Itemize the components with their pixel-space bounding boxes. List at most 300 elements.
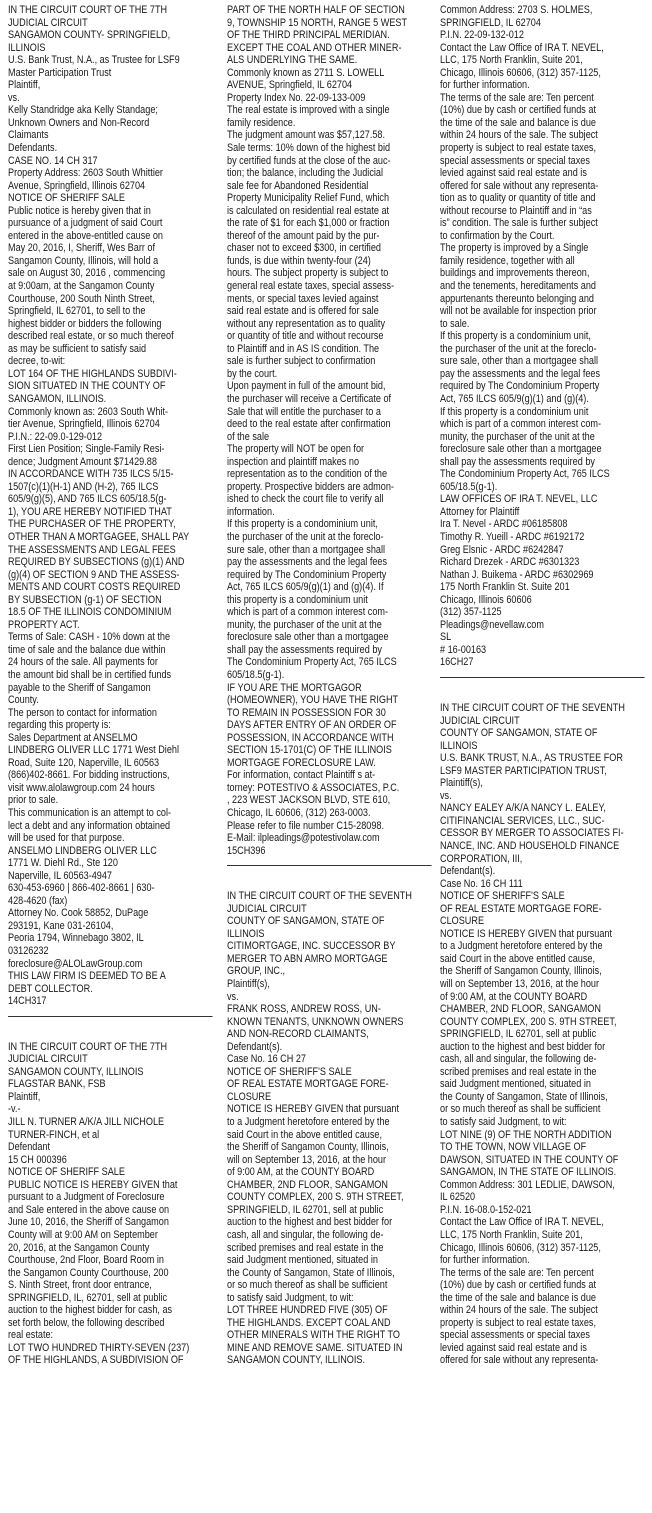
notice-text-line: is” condition. The sale is further subject bbox=[440, 217, 598, 230]
notice-text-line: First Lien Position; Single-Family Resi- bbox=[8, 443, 165, 456]
notice-text-line: Case No. 16 CH 27 bbox=[227, 1053, 306, 1066]
notice-text-line: the purchaser of the unit at the foreclo- bbox=[227, 530, 384, 543]
notice-text-line: special assessments or special taxes bbox=[440, 1329, 590, 1342]
notice-text-line: NANCE, INC. AND HOUSEHOLD FINANCE bbox=[440, 840, 620, 852]
notice-text-line: auction to the highest and best bidder for bbox=[227, 1216, 393, 1229]
notice-text-line: as may be sufficient to satisfy said bbox=[8, 342, 147, 355]
notice-text-line: SPRINGFIELD, IL 62704 bbox=[440, 16, 541, 29]
notice-text-line: SANGAMON, IN THE STATE OF ILLINOIS. bbox=[440, 1166, 617, 1179]
notice-text-line: auction to the highest and best bidder for bbox=[440, 1040, 606, 1053]
notice-text-line: FRANK ROSS, ANDREW ROSS, UN- bbox=[227, 1003, 381, 1016]
notice-text-line: decree, to-wit: bbox=[8, 355, 66, 368]
notice-text-line: The Condominium Property Act, 765 ILCS bbox=[227, 656, 397, 669]
notice-text-line: set forth below, the following described bbox=[8, 1316, 165, 1329]
notice-text-line: THE HIGHLANDS. EXCEPT COAL AND bbox=[227, 1316, 391, 1329]
notice-text-line: Peoria 1794, Winnebago 3802, IL bbox=[8, 932, 144, 945]
notice-text-line: # 16-00163 bbox=[440, 643, 487, 656]
notice-text-line: Defendant(s). bbox=[440, 865, 496, 878]
notice-text-line: COUNTY OF SANGAMON, STATE OF bbox=[227, 915, 385, 928]
notice-text-line: (312) 357-1125 bbox=[440, 606, 502, 619]
notice-text-line: entered in the above-entitled cause on bbox=[8, 229, 164, 242]
notice-text-line: LOT THREE HUNDRED FIVE (305) OF bbox=[227, 1304, 388, 1317]
notice-text-line: REQUIRED BY SUBSECTIONS (g)(1) AND bbox=[8, 556, 185, 569]
notice-text-line: Kelly Standridge aka Kelly Standage; bbox=[8, 104, 158, 117]
notice-text-line: for further information. bbox=[440, 79, 530, 92]
notice-text-line: MINE AND REMOVE SAME. SITUATED IN bbox=[227, 1341, 403, 1354]
notice-text-line: 15CH396 bbox=[227, 844, 266, 857]
notice-text-line: property is subject to real estate taxes, bbox=[440, 142, 596, 155]
notice-text-line: 03126232 bbox=[8, 945, 49, 958]
notice-text-line: Plaintiff(s), bbox=[227, 978, 270, 991]
column-2 bbox=[227, 4, 432, 1509]
notice-text-line: said Judgment mentioned, situated in bbox=[227, 1254, 378, 1267]
notice-divider bbox=[440, 677, 645, 678]
notice-text-line: Property Municipality Relief Fund, which bbox=[227, 192, 390, 205]
notice-text-line: PART OF THE NORTH HALF OF SECTION bbox=[227, 4, 405, 16]
notice-text-line: said real estate and is offered for sale bbox=[227, 305, 379, 318]
notice-text-line: scribed premises and real estate in the bbox=[227, 1241, 384, 1254]
notice-text-line: Contact the Law Office of IRA T. NEVEL, bbox=[440, 41, 604, 54]
notice-text-line: visit www.alolawgroup.com 24 hours bbox=[8, 781, 155, 794]
column-1 bbox=[8, 4, 213, 1509]
notice-text-line: -v.- bbox=[8, 1103, 21, 1116]
notice-text-line: The real estate is improved with a single bbox=[227, 104, 390, 117]
notice-text-line: buildings and improvements thereon, bbox=[440, 267, 590, 280]
notice-text-line: said Court in the above entitled cause, bbox=[227, 1128, 382, 1141]
notice-text-line: deed to the real estate after confirmation bbox=[227, 418, 391, 431]
notice-text-line: the time of the sale and balance is due bbox=[440, 116, 597, 129]
notice-text-line: U.S. Bank Trust, N.A., as Trustee for LSF9 bbox=[8, 54, 180, 67]
notice-text-line: Naperville, IL 60563-4947 bbox=[8, 869, 113, 882]
legal-notice bbox=[440, 4, 645, 669]
notice-text-line: Road, Suite 120, Naperville, IL 60563 bbox=[8, 756, 160, 769]
notice-text-line: JUDICIAL CIRCUIT bbox=[8, 16, 88, 29]
notice-text-line: NOTICE OF SHERIFF SALE bbox=[8, 1166, 125, 1179]
notice-text-line: Springfield, IL 62701, to sell to the bbox=[8, 305, 146, 318]
notice-text-line: cash, all and singular, the following de- bbox=[440, 1053, 597, 1066]
legal-notice bbox=[8, 4, 213, 1008]
notice-text-line: Pleadings@nevellaw.com bbox=[440, 618, 544, 631]
notice-divider bbox=[8, 1016, 213, 1017]
notice-text-line: the Sheriff of Sangamon County, Illinois, bbox=[227, 1141, 389, 1154]
notice-text-line: levied against said real estate and is bbox=[440, 1341, 587, 1354]
notice-text-line: highest bidder or bidders the following bbox=[8, 317, 162, 330]
notice-text-line: pursuant to a Judgment of Foreclosure bbox=[8, 1191, 165, 1204]
notice-text-line: Chicago, IL 60606, (312) 263-0003. bbox=[227, 807, 371, 819]
notice-text-line: inspection and plaintiff makes no bbox=[227, 455, 360, 468]
notice-text-line: property. Prospective bidders are admon- bbox=[227, 480, 394, 493]
notice-text-line: DAWSON, SITUATED IN THE COUNTY OF bbox=[440, 1153, 619, 1166]
notice-text-line: OTHER MINERALS WITH THE RIGHT TO bbox=[227, 1329, 400, 1342]
notice-text-line: tion; the balance, including the Judicial bbox=[227, 167, 384, 180]
notice-text-line: ished to check the court file to verify all bbox=[227, 493, 384, 506]
notice-text-line: AND NON-RECORD CLAIMANTS, bbox=[227, 1028, 369, 1041]
notice-text-line: pay the assessments and the legal fees bbox=[440, 367, 601, 380]
notice-text-line: The judgment amount was $57,127.58. bbox=[227, 129, 386, 142]
notice-text-line: COUNTY COMPLEX, 200 S. 9TH STREET, bbox=[440, 1015, 617, 1028]
notice-text-line: Greg Elsnic - ARDC #6242847 bbox=[440, 543, 564, 556]
notice-text-line: If this property is a condominium unit, bbox=[440, 330, 591, 343]
notice-text-line: JUDICIAL CIRCUIT bbox=[440, 714, 520, 727]
notice-text-line: representation as to the condition of the bbox=[227, 468, 388, 481]
notice-text-line: the rate of $1 for each $1,000 or fraction bbox=[227, 217, 390, 230]
notice-text-line: torney: POTESTIVO & ASSOCIATES, P.C. bbox=[227, 781, 400, 794]
notice-text-line: is calculated on residential real estate at bbox=[227, 204, 390, 217]
notice-text-line: 20, 2016, at the Sangamon County bbox=[8, 1241, 150, 1254]
notice-text-line: prior to sale. bbox=[8, 794, 59, 807]
notice-text-line: NOTICE IS HEREBY GIVEN that pursuant bbox=[227, 1103, 399, 1116]
notice-text-line: dence; Judgment Amount $71429.88 bbox=[8, 455, 157, 468]
notice-text-line: shall pay the assessments required by bbox=[440, 455, 595, 468]
notice-text-line: POSSESSION, IN ACCORDANCE WITH bbox=[227, 731, 394, 744]
notice-text-line: or so much thereof as shall be sufficient bbox=[440, 1103, 601, 1116]
notice-text-line: The person to contact for information bbox=[8, 706, 157, 719]
notice-text-line: general real estate taxes, special assess- bbox=[227, 280, 395, 293]
notice-text-line: ILLINOIS bbox=[8, 41, 46, 54]
notice-text-line: If this property is a condominium unit, bbox=[227, 518, 378, 531]
notice-text-line: May 20, 2016, I, Sheriff, Wes Barr of bbox=[8, 242, 156, 255]
notice-text-line: CASE NO. 14 CH 317 bbox=[8, 154, 98, 167]
notice-text-line: of 9:00 AM, at the COUNTY BOARD bbox=[440, 990, 588, 1003]
notice-text-line: PROPERTY ACT. bbox=[8, 618, 80, 631]
notice-text-line: 1507(c)(1)(H-1) AND (H-2), 765 ILCS bbox=[8, 480, 159, 493]
notice-text-line: 24 hours of the sale. All payments for bbox=[8, 656, 158, 669]
notice-text-line: NOTICE IS HEREBY GIVEN that pursuant bbox=[440, 927, 612, 940]
notice-text-line: sure sale, other than a mortgagee shall bbox=[440, 355, 599, 368]
notice-text-line: to confirmation by the Court. bbox=[440, 229, 555, 242]
notice-text-line: this property is a condominium unit bbox=[227, 593, 368, 606]
notice-text-line: will on September 13, 2016, at the hour bbox=[440, 978, 600, 991]
notice-text-line: The property will NOT be open for bbox=[227, 443, 365, 456]
notice-text-line: family residence. bbox=[227, 116, 296, 129]
notice-text-line: within 24 hours of the sale. The subject bbox=[440, 1304, 598, 1317]
notice-text-line: TO REMAIN IN POSSESSION FOR 30 bbox=[227, 706, 386, 719]
notice-text-line: (HOMEOWNER), YOU HAVE THE RIGHT bbox=[227, 694, 399, 707]
notice-text-line: Sale that will entitle the purchaser to a bbox=[227, 405, 381, 418]
notice-text-line: hours. The subject property is subject to bbox=[227, 267, 389, 280]
notice-text-line: The property is improved by a Single bbox=[440, 242, 589, 255]
notice-text-line: offered for sale without any representa- bbox=[440, 1354, 599, 1367]
notice-text-line: to a Judgment heretofore entered by the bbox=[227, 1116, 390, 1129]
notice-text-line: thereof of the amount paid by the pur- bbox=[227, 229, 380, 242]
notice-text-line: 605/18.5(g-1). bbox=[227, 668, 285, 681]
notice-text-line: SANGAMON COUNTY- SPRINGFIELD, bbox=[8, 29, 171, 42]
notice-text-line: special assessments or special taxes bbox=[440, 154, 590, 167]
notice-text-line: required by The Condominium Property bbox=[440, 380, 600, 393]
notice-text-line: AVENUE, Springfield, IL 62704 bbox=[227, 79, 353, 92]
notice-text-line: to satisfy said Judgment, to wit: bbox=[227, 1291, 354, 1304]
notice-text-line: MERGER TO ABN AMRO MORTGAGE bbox=[227, 952, 388, 965]
notice-text-line: IN THE CIRCUIT COURT OF THE SEVENTH bbox=[440, 701, 625, 714]
notice-text-line: COUNTY OF SANGAMON, STATE OF bbox=[440, 727, 598, 740]
notice-text-line: at 9:00am, at the Sangamon County bbox=[8, 280, 155, 293]
notice-text-line: SL bbox=[440, 631, 452, 644]
notice-text-line: E-Mail: ilpleadings@potestivolaw.com bbox=[227, 832, 380, 845]
notice-text-line: (866)402-8661. For bidding instructions, bbox=[8, 769, 170, 782]
notice-text-line: of the sale bbox=[227, 430, 270, 443]
notice-text-line: LOT 164 OF THE HIGHLANDS SUBDIVI- bbox=[8, 367, 177, 380]
notice-text-line: Defendant bbox=[8, 1141, 51, 1154]
notice-text-line: pursuance of a judgment of said Court bbox=[8, 217, 163, 230]
notice-text-line: CITIMORTGAGE, INC. SUCCESSOR BY bbox=[227, 940, 396, 953]
notice-text-line: foreclosure sale other than a mortgagee bbox=[440, 443, 602, 456]
notice-text-line: Plaintiff, bbox=[8, 79, 41, 92]
notice-text-line: which is part of a common interest com- bbox=[440, 418, 602, 431]
notice-text-line: payable to the Sheriff of Sangamon bbox=[8, 681, 151, 694]
notice-text-line: chaser not to exceed $300, in certified bbox=[227, 242, 381, 255]
notice-text-line: Richard Drezek - ARDC #6301323 bbox=[440, 556, 580, 569]
notice-text-line: SPRINGFIELD, IL 62701, sell at public bbox=[440, 1028, 597, 1041]
notice-text-line: cash, all and singular, the following de- bbox=[227, 1228, 384, 1241]
notice-text-line: June 10, 2016, the Sheriff of Sangamon bbox=[8, 1216, 169, 1229]
notice-text-line: GROUP, INC., bbox=[227, 965, 286, 978]
notice-text-line: 15 CH 000396 bbox=[8, 1153, 67, 1166]
notice-text-line: CLOSURE bbox=[227, 1090, 272, 1103]
notice-text-line: 9, TOWNSHIP 15 NORTH, RANGE 5 WEST bbox=[227, 16, 408, 29]
notice-text-line: 1), YOU ARE HEREBY NOTIFIED THAT bbox=[8, 505, 172, 518]
notice-text-line: Sale terms: 10% down of the highest bid bbox=[227, 142, 391, 155]
notice-text-line: time of sale and the balance due within bbox=[8, 643, 166, 656]
notice-text-line: 18.5 OF THE ILLINOIS CONDOMINIUM bbox=[8, 606, 172, 619]
notice-text-line: the time of the sale and balance is due bbox=[440, 1291, 597, 1304]
notice-text-line: LSF9 MASTER PARTICIPATION TRUST, bbox=[440, 764, 607, 777]
notice-text-line: Contact the Law Office of IRA T. NEVEL, bbox=[440, 1216, 604, 1229]
notice-text-line: SANGAMON COUNTY, ILLINOIS. bbox=[227, 1354, 366, 1367]
notice-text-line: Commonly known as: 2603 South Whit- bbox=[8, 405, 169, 418]
notice-text-line: SPRINGFIELD, IL 62701, sell at public bbox=[227, 1203, 384, 1216]
notice-text-line: the purchaser of the unit at the foreclo- bbox=[440, 342, 597, 355]
notice-text-line: by certified funds at the close of the auc- bbox=[227, 154, 391, 167]
notice-text-line: LOT NINE (9) OF THE NORTH ADDITION bbox=[440, 1128, 612, 1141]
notice-text-line: OTHER THAN A MORTGAGEE, SHALL PAY bbox=[8, 530, 190, 543]
notice-text-line: IN THE CIRCUIT COURT OF THE 7TH bbox=[8, 4, 168, 16]
notice-text-line: auction to the highest bidder for cash, as bbox=[8, 1304, 173, 1317]
notice-text-line: Plaintiff(s), bbox=[440, 777, 483, 790]
notice-text-line: OF THE THIRD PRINCIPAL MERIDIAN. bbox=[227, 29, 390, 42]
notice-text-line: KNOWN TENANTS, UNKNOWN OWNERS bbox=[227, 1015, 404, 1028]
notice-text-line: tier Avenue, Springfield, Illinois 62704 bbox=[8, 418, 160, 431]
legal-notice bbox=[227, 4, 432, 857]
notice-text-line: TURNER-FINCH, et al bbox=[8, 1128, 100, 1141]
notice-text-line: munity, the purchaser of the unit at the bbox=[440, 430, 595, 443]
notice-text-line: 428-4620 (fax) bbox=[8, 894, 68, 907]
notice-text-line: Common Address: 2703 S. HOLMES, bbox=[440, 4, 593, 16]
notice-text-line: foreclosure@ALOLawGroup.com bbox=[8, 957, 143, 970]
notice-text-line: Plaintiff, bbox=[8, 1090, 41, 1103]
notice-text-line: County. bbox=[8, 694, 39, 707]
notice-text-line: LINDBERG OLIVER LLC 1771 West Diehl bbox=[8, 744, 179, 757]
notice-text-line: S. Ninth Street, front door entrance, bbox=[8, 1279, 152, 1292]
notice-text-line: levied against said real estate and is bbox=[440, 167, 587, 180]
notice-text-line: LLC, 175 North Franklin, Suite 201, bbox=[440, 54, 583, 67]
notice-text-line: regarding this property is: bbox=[8, 719, 111, 732]
notice-text-line: Terms of Sale: CASH - 10% down at the bbox=[8, 631, 171, 644]
notice-text-line: Please refer to file number C15-28098. bbox=[227, 819, 385, 832]
notice-text-line: information. bbox=[227, 505, 275, 518]
notice-text-line: SECTION 15-1701(C) OF THE ILLINOIS bbox=[227, 744, 392, 757]
notice-text-line: MENTS AND COURT COSTS REQUIRED bbox=[8, 581, 181, 594]
column-3 bbox=[440, 4, 645, 1509]
notice-text-line: by the court. bbox=[227, 367, 278, 380]
notice-text-line: NOTICE OF SHERIFF'S SALE bbox=[440, 890, 565, 903]
notice-text-line: FLAGSTAR BANK, FSB bbox=[8, 1078, 106, 1091]
notice-text-line: vs. bbox=[440, 789, 452, 802]
notice-text-line: foreclosure sale other than a mortgagee bbox=[227, 631, 389, 644]
notice-divider bbox=[227, 865, 432, 866]
notice-text-line: IL 62520 bbox=[440, 1191, 476, 1204]
notice-text-line: NANCY EALEY A/K/A NANCY L. EALEY, bbox=[440, 802, 606, 815]
notice-text-line: Sangamon County, Illinois, will hold a bbox=[8, 254, 159, 267]
notice-text-line: vs. bbox=[227, 990, 239, 1003]
notice-text-line: ILLINOIS bbox=[440, 739, 478, 752]
notice-text-line: or quantity of title and without recourse bbox=[227, 330, 384, 343]
notice-text-line: Avenue, Springfield, Illinois 62704 bbox=[8, 179, 146, 192]
notice-text-line: JUDICIAL CIRCUIT bbox=[227, 902, 307, 915]
notice-text-line: LAW OFFICES OF IRA T. NEVEL, LLC bbox=[440, 493, 598, 506]
notice-text-line: ALS UNDERLYING THE SAME. bbox=[227, 54, 358, 67]
notice-text-line: The terms of the sale are: Ten percent bbox=[440, 91, 594, 104]
notice-text-line: for further information. bbox=[440, 1254, 530, 1267]
notice-text-line: SANGAMON COUNTY, ILLINOIS bbox=[8, 1065, 144, 1078]
notice-text-line: lect a debt and any information obtained bbox=[8, 819, 171, 832]
notice-text-line: Attorney for Plaintiff bbox=[440, 505, 520, 518]
notice-text-line: SION SITUATED IN THE COUNTY OF bbox=[8, 380, 166, 393]
notice-text-line: Attorney No. Cook 58852, DuPage bbox=[8, 907, 149, 920]
notice-text-line: sale fee for Abandoned Residential bbox=[227, 179, 369, 192]
notice-text-line: For information, contact Plaintiff s at- bbox=[227, 769, 376, 782]
notice-text-line: Case No. 16 CH 111 bbox=[440, 877, 523, 890]
notice-text-line: to a Judgment heretofore entered by the bbox=[440, 940, 603, 953]
notice-text-line: (g)(4) OF SECTION 9 AND THE ASSESS- bbox=[8, 568, 180, 581]
notice-text-line: CLOSURE bbox=[440, 915, 485, 928]
notice-text-line: LLC, 175 North Franklin, Suite 201, bbox=[440, 1228, 583, 1241]
notice-text-line: 175 North Franklin St. Suite 201 bbox=[440, 581, 570, 594]
notice-text-line: 605/9(g)(5), AND 765 ILCS 605/18.5(g- bbox=[8, 493, 167, 506]
notice-text-line: pay the assessments and the legal fees bbox=[227, 556, 388, 569]
notice-text-line: CHAMBER, 2ND FLOOR, SANGAMON bbox=[227, 1178, 388, 1191]
notice-text-line: U.S. BANK TRUST, N.A., AS TRUSTEE FOR bbox=[440, 752, 623, 765]
notice-text-line: the County of Sangamon, State of Illinois, bbox=[227, 1266, 395, 1279]
notice-text-line: Timothy R. Yueill - ARDC #6192172 bbox=[440, 530, 585, 543]
notice-text-line: MORTGAGE FORECLOSURE LAW. bbox=[227, 756, 376, 769]
notice-text-line: DEBT COLLECTOR. bbox=[8, 982, 93, 995]
notice-text-line: Property Index No. 22-09-133-009 bbox=[227, 91, 366, 104]
notice-text-line: of 9:00 AM, at the COUNTY BOARD bbox=[227, 1166, 375, 1179]
notice-text-line: IF YOU ARE THE MORTGAGOR bbox=[227, 681, 362, 694]
legal-notice bbox=[227, 890, 432, 1367]
notice-text-line: SANGAMON, ILLINOIS. bbox=[8, 392, 107, 405]
notice-text-line: said Judgment mentioned, situated in bbox=[440, 1078, 591, 1091]
notice-text-line: munity, the purchaser of the unit at the bbox=[227, 618, 382, 631]
notice-text-line: 605/18.5(g-1). bbox=[440, 480, 498, 493]
notice-text-line: to sale. bbox=[440, 317, 470, 330]
notice-text-line: DAYS AFTER ENTRY OF AN ORDER OF bbox=[227, 719, 397, 732]
notice-text-line: JUDICIAL CIRCUIT bbox=[8, 1053, 88, 1066]
notice-text-line: County will at 9:00 AM on September bbox=[8, 1228, 158, 1241]
notice-text-line: and Sale entered in the above cause on bbox=[8, 1203, 170, 1216]
notice-text-line: Claimants bbox=[8, 129, 49, 142]
notice-text-line: shall pay the assessments required by bbox=[227, 643, 382, 656]
notice-text-line: IN THE CIRCUIT COURT OF THE SEVENTH bbox=[227, 890, 412, 903]
notice-text-line: Nathan J. Buikema - ARDC #6302969 bbox=[440, 568, 594, 581]
notice-text-line: required by The Condominium Property bbox=[227, 568, 387, 581]
notice-text-line: THIS LAW FIRM IS DEEMED TO BE A bbox=[8, 970, 166, 983]
notice-text-line: 14CH317 bbox=[8, 995, 47, 1008]
notice-text-line: NOTICE OF SHERIFF'S SALE bbox=[227, 1065, 352, 1078]
notice-text-line: will be used for that purpose. bbox=[8, 832, 125, 845]
notice-text-line: EXCEPT THE COAL AND OTHER MINER- bbox=[227, 41, 402, 54]
notice-text-line: the amount bid shall be in certified funds bbox=[8, 668, 172, 681]
notice-text-line: tion as to quality or quantity of title and bbox=[440, 192, 596, 205]
notice-text-line: P.I.N.: 22-09.0-129-012 bbox=[8, 430, 103, 443]
notice-text-line: P.I.N. 22-09-132-012 bbox=[440, 29, 524, 42]
notice-text-line: sale is further subject to confirmation bbox=[227, 355, 376, 368]
notice-text-line: Chicago, Illinois 60606, (312) 357-1125, bbox=[440, 1241, 601, 1254]
notice-text-line: 16CH27 bbox=[440, 656, 474, 669]
notice-text-line: said Court in the above entitled cause, bbox=[440, 952, 595, 965]
notice-text-line: sure sale, other than a mortgagee shall bbox=[227, 543, 386, 556]
notice-text-line: Act, 765 ILCS 605/9(g)(1) and (g)(4). bbox=[440, 392, 589, 405]
notice-text-line: Upon payment in full of the amount bid, bbox=[227, 380, 386, 393]
notice-text-line: SPRINGFIELD, IL, 62701, sell at public bbox=[8, 1291, 168, 1304]
notice-text-line: within 24 hours of the sale. The subject bbox=[440, 129, 598, 142]
notice-text-line: Property Address: 2603 South Whittier bbox=[8, 167, 163, 180]
notice-text-line: Courthouse, 200 South Ninth Street, bbox=[8, 292, 155, 305]
notice-text-line: or so much thereof as shall be sufficient bbox=[227, 1279, 388, 1292]
notice-text-line: P.I.N. 16-08.0-152-021 bbox=[440, 1203, 532, 1216]
notice-text-line: offered for sale without any representa- bbox=[440, 179, 599, 192]
notice-text-line: and the tenements, hereditaments and bbox=[440, 280, 597, 293]
notice-text-line: Act, 765 ILCS 605/9(g)(1) and (g)(4). If bbox=[227, 581, 384, 594]
notice-text-line: real estate: bbox=[8, 1329, 54, 1342]
notice-text-line: JILL N. TURNER A/K/A JILL NICHOLE bbox=[8, 1116, 165, 1129]
notice-text-line: TO THE TOWN, NOW VILLAGE OF bbox=[440, 1141, 587, 1154]
notice-text-line: the County of Sangamon, State of Illinois, bbox=[440, 1090, 608, 1103]
notice-text-line: the purchaser will receive a Certificate of bbox=[227, 392, 392, 405]
notice-text-line: funds, is due within twenty-four (24) bbox=[227, 254, 371, 267]
notice-text-line: Defendants. bbox=[8, 142, 58, 155]
notice-text-line: Defendant(s). bbox=[227, 1040, 283, 1053]
notice-text-line: OF THE HIGHLANDS, A SUBDIVISION OF bbox=[8, 1354, 184, 1367]
notice-text-line: CHAMBER, 2ND FLOOR, SANGAMON bbox=[440, 1003, 601, 1016]
notice-text-line: Sales Department at ANSELMO bbox=[8, 731, 138, 744]
notice-text-line: Chicago, Illinois 60606 bbox=[440, 593, 532, 606]
notice-text-line: Chicago, Illinois 60606, (312) 357-1125, bbox=[440, 66, 601, 79]
notice-text-line: to satisfy said Judgment, to wit: bbox=[440, 1116, 567, 1129]
notice-text-line: Unknown Owners and Non-Record bbox=[8, 116, 150, 129]
notice-text-line: described real estate, or so much thereof bbox=[8, 330, 174, 343]
notice-text-line: (10%) due by cash or certified funds at bbox=[440, 1279, 596, 1292]
notice-text-line: THE ASSESSMENTS AND LEGAL FEES bbox=[8, 543, 176, 556]
notice-text-line: CESSOR BY MERGER TO ASSOCIATES FI- bbox=[440, 827, 624, 840]
notice-text-line: will not be available for inspection prior bbox=[440, 305, 597, 318]
notice-text-line: the Sangamon County Courthouse, 200 bbox=[8, 1266, 169, 1279]
notice-text-line: without recourse to Plaintiff and in “as bbox=[440, 204, 592, 217]
notice-text-line: vs. bbox=[8, 91, 20, 104]
notice-text-line: , 223 WEST JACKSON BLVD, STE 610, bbox=[227, 794, 391, 807]
notice-text-line: Ira T. Nevel - ARDC #06185808 bbox=[440, 518, 568, 531]
notice-text-line: OF REAL ESTATE MORTGAGE FORE- bbox=[440, 902, 602, 915]
notice-text-line: 1771 W. Diehl Rd., Ste 120 bbox=[8, 857, 118, 870]
notice-text-line: OF REAL ESTATE MORTGAGE FORE- bbox=[227, 1078, 389, 1091]
notice-text-line: Courthouse, 2nd Floor, Board Room in bbox=[8, 1254, 164, 1267]
notice-text-line: COUNTY COMPLEX, 200 S. 9TH STREET, bbox=[227, 1191, 404, 1204]
notice-text-line: NOTICE OF SHERIFF SALE bbox=[8, 192, 125, 205]
notice-text-line: 630-453-6960 | 866-402-8661 | 630- bbox=[8, 882, 155, 895]
notice-text-line: IN ACCORDANCE WITH 735 ILCS 5/15- bbox=[8, 468, 174, 481]
legal-notice bbox=[440, 702, 645, 1367]
legal-notice bbox=[8, 1041, 213, 1367]
